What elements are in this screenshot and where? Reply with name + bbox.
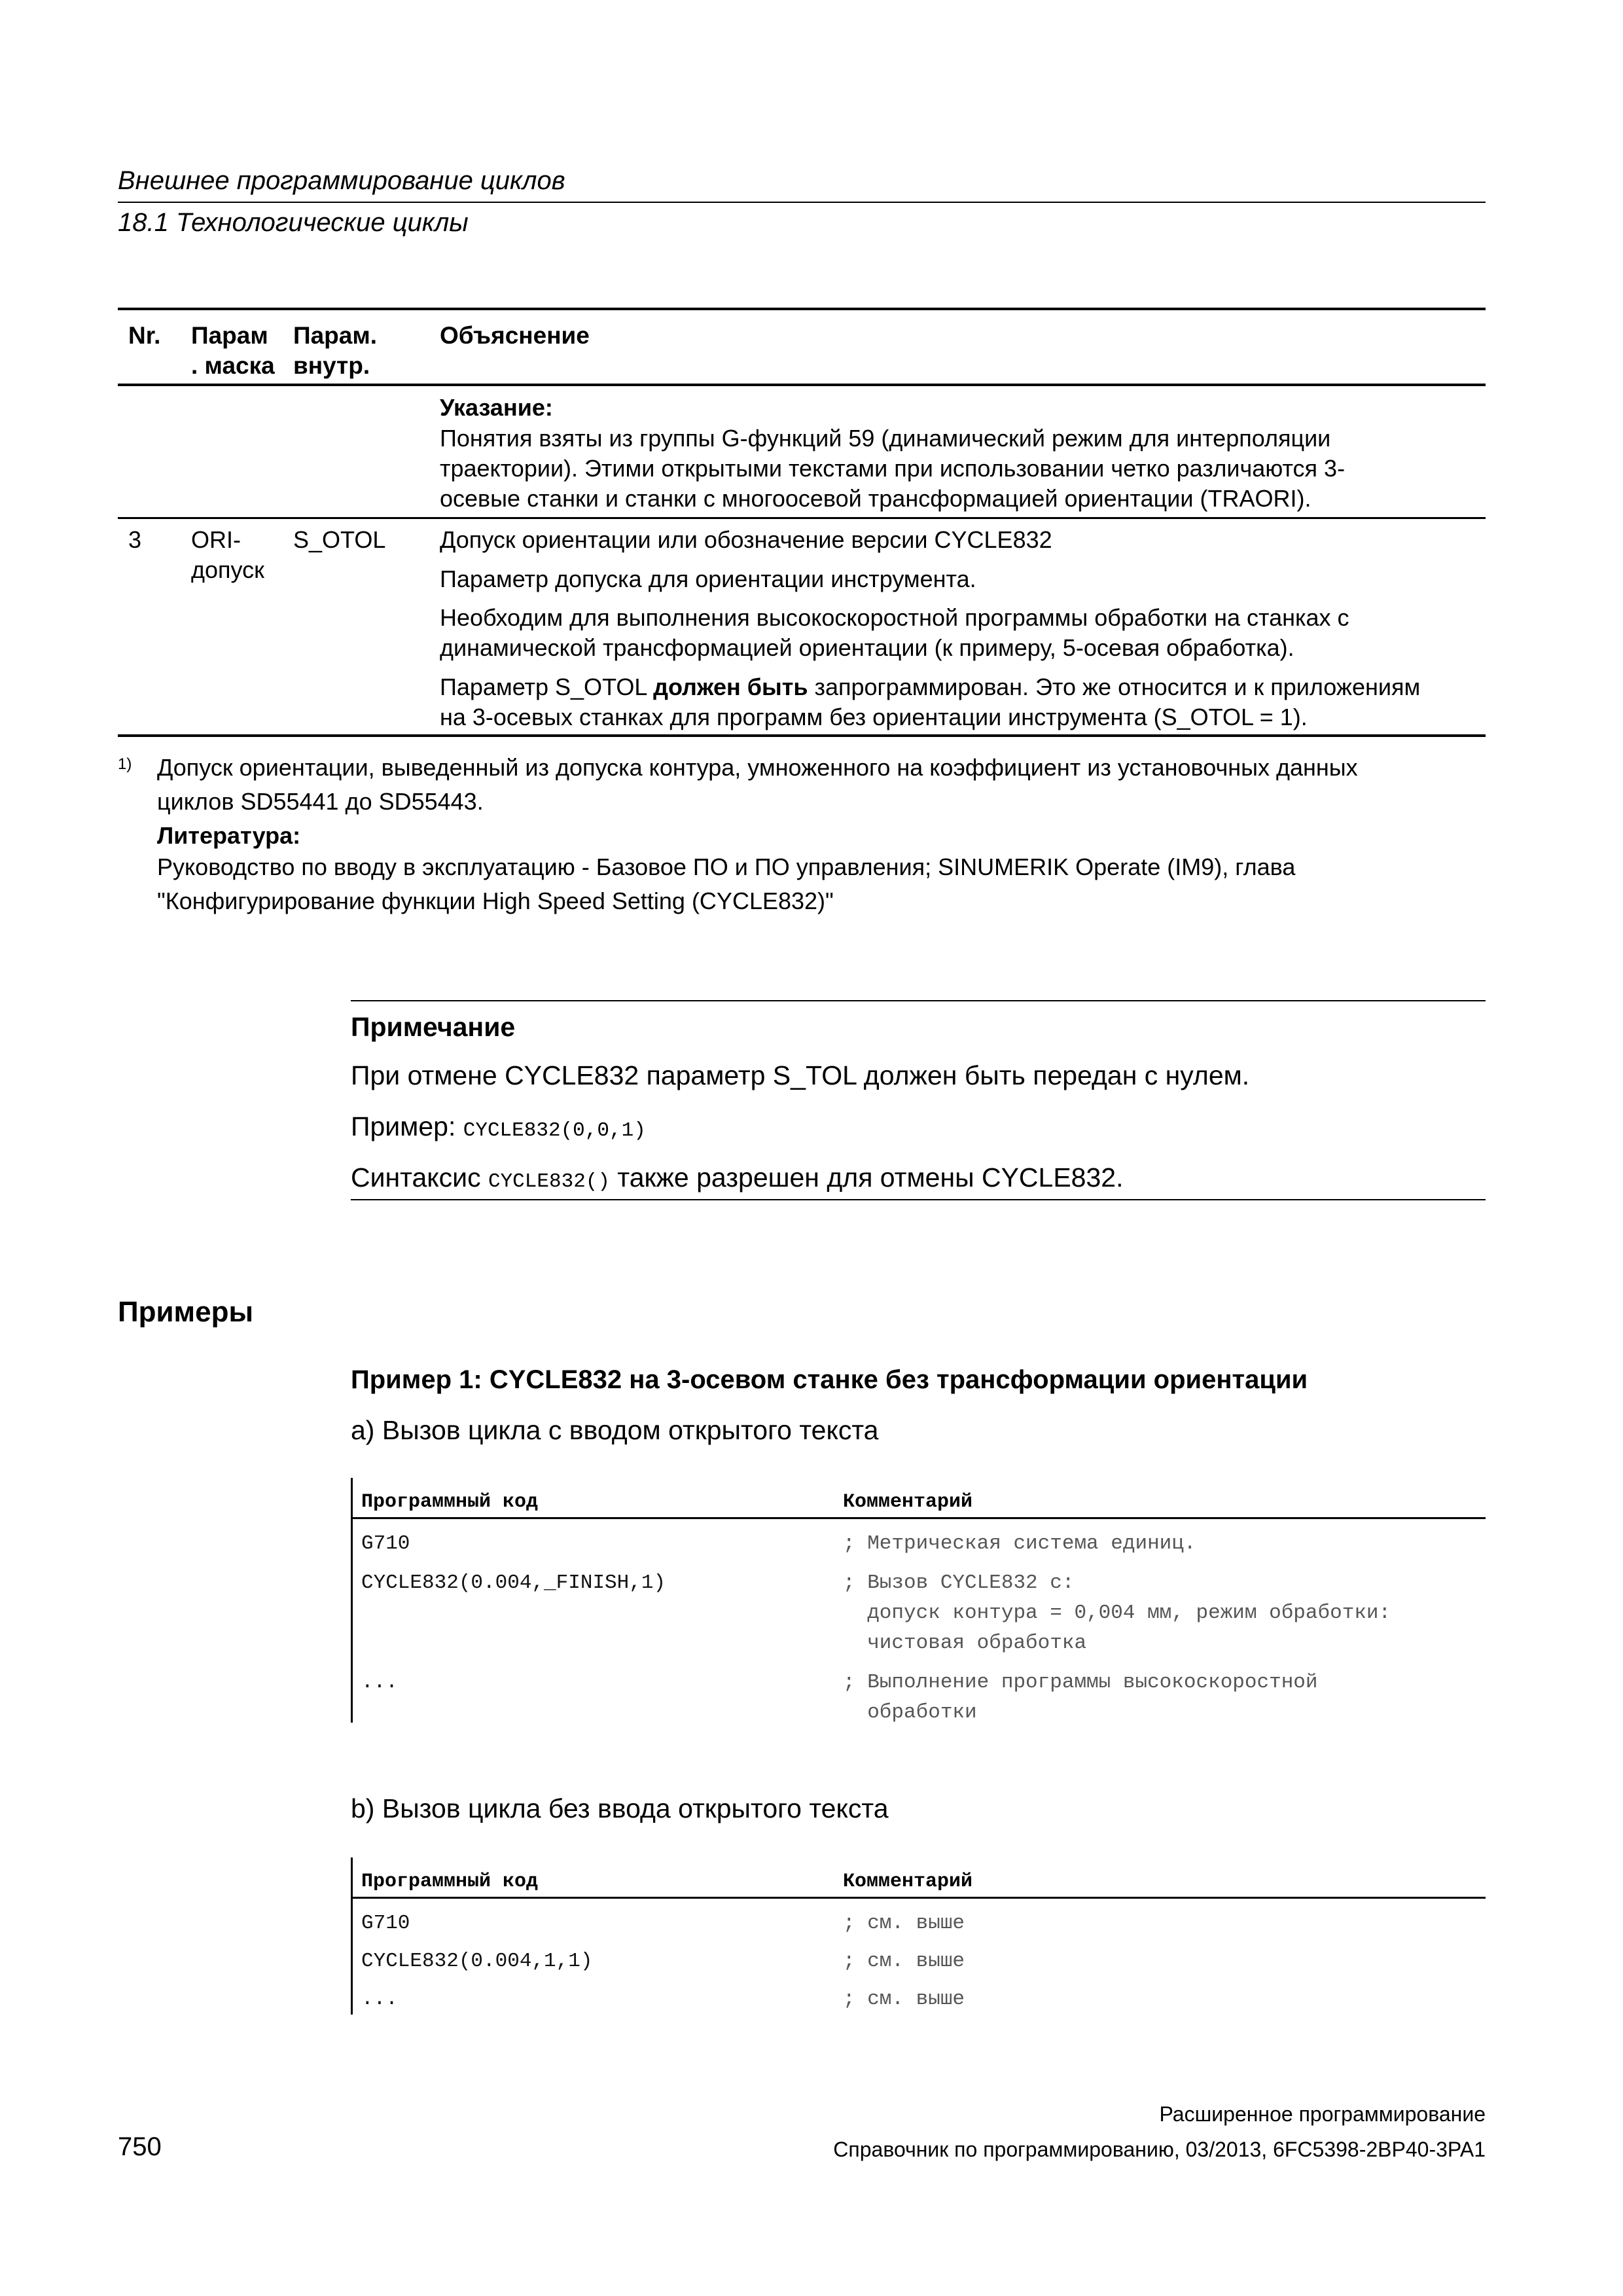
- note-line-2: траектории). Этими открытыми текстами при использовании четко различаются 3-: [440, 455, 1346, 482]
- table-head-rule: [118, 384, 1486, 386]
- row-intern: S_OTOL: [293, 526, 386, 553]
- row-nr: 3: [128, 526, 142, 553]
- row-mask: ORI-: [191, 526, 241, 553]
- col-header-nr: Nr.: [128, 322, 161, 349]
- literature-line-2: "Конфигурирование функции High Speed Setting (CYCLE832)": [157, 888, 834, 914]
- code-comment: допуск контура = 0,004 мм, режим обработки:: [843, 1602, 1391, 1624]
- code-line: G710: [361, 1912, 410, 1935]
- code-comment: чистовая обработка: [843, 1632, 1087, 1655]
- literature-line-1: Руководство по вводу в эксплуатацию - Базовое ПО и ПО управления; SINUMERIK Operate (IM9), глава: [157, 853, 1296, 880]
- code-table-b-left-rule: [351, 1857, 353, 2015]
- code-line: G710: [361, 1532, 410, 1555]
- code-comment: ; Выполнение программы высокоскоростной: [843, 1671, 1318, 1694]
- code-table-a-col-code: Программный код: [361, 1491, 539, 1513]
- footnote-line-2: циклов SD55441 до SD55443.: [157, 788, 484, 815]
- row-explanation-3b: динамической трансформацией ориентации (к примеру, 5-осевая обработка).: [440, 634, 1294, 661]
- row-explanation-2: Параметр допуска для ориентации инструмента.: [440, 565, 976, 592]
- page-number: 750: [118, 2132, 162, 2161]
- row-explanation-1: Допуск ориентации или обозначение версии CYCLE832: [440, 526, 1052, 553]
- table-top-rule: [118, 308, 1486, 310]
- code-comment: ; см. выше: [843, 1950, 965, 1973]
- col-header-mask-2: . маска: [191, 352, 275, 379]
- literature-label: Литература:: [157, 822, 301, 849]
- code-table-b-head-rule: [351, 1897, 1486, 1899]
- note-box-bottom-rule: [351, 1199, 1486, 1200]
- code-table-a-col-comment: Комментарий: [843, 1491, 973, 1513]
- chapter-title: Внешнее программирование циклов: [118, 166, 565, 195]
- code-table-b-col-comment: Комментарий: [843, 1871, 973, 1893]
- code-line: ...: [361, 1671, 398, 1694]
- example-b-label: b) Вызов цикла без ввода открытого текста: [351, 1793, 889, 1823]
- code-line: ...: [361, 1988, 398, 2011]
- note-line-3: осевые станки и станки с многоосевой трансформацией ориентации (TRAORI).: [440, 485, 1311, 512]
- section-title: 18.1 Технологические циклы: [118, 208, 469, 237]
- code-line: CYCLE832(0.004,1,1): [361, 1950, 593, 1973]
- example-a-label: a) Вызов цикла с вводом открытого текста: [351, 1415, 879, 1445]
- note-line-1: Понятия взяты из группы G-функций 59 (динамический режим для интерполяции: [440, 425, 1331, 452]
- examples-heading: Примеры: [118, 1296, 254, 1328]
- note-box-line-1: При отмене CYCLE832 параметр S_TOL должен быть передан с нулем.: [351, 1060, 1250, 1090]
- code-comment: обработки: [843, 1701, 977, 1724]
- note-box-line-3: Синтаксис CYCLE832() также разрешен для отмены CYCLE832.: [351, 1162, 1124, 1193]
- code-table-b-col-code: Программный код: [361, 1871, 539, 1893]
- footer-book-title: Расширенное программирование: [1159, 2102, 1486, 2126]
- row-explanation-3a: Необходим для выполнения высокоскоростной программы обработки на станках с: [440, 604, 1349, 631]
- col-header-explanation: Объяснение: [440, 322, 590, 349]
- code-comment: ; см. выше: [843, 1988, 965, 2011]
- code-table-a-head-rule: [351, 1517, 1486, 1519]
- col-header-mask: Парам: [191, 322, 268, 349]
- row-mask-2: допуск: [191, 556, 264, 583]
- example-1-title: Пример 1: CYCLE832 на 3-осевом станке без трансформации ориентации: [351, 1365, 1308, 1394]
- code-line: CYCLE832(0.004,_FINISH,1): [361, 1571, 666, 1594]
- footnote-line-1: Допуск ориентации, выведенный из допуска контура, умноженного на коэффициент из установочных данных: [157, 754, 1358, 781]
- table-bottom-rule: [118, 734, 1486, 737]
- row-explanation-4b: на 3-осевых станках для программ без ориентации инструмента (S_OTOL = 1).: [440, 704, 1308, 730]
- code-comment: ; см. выше: [843, 1912, 965, 1935]
- footer-book-ref: Справочник по программированию, 03/2013, 6FC5398-2BP40-3PA1: [833, 2138, 1486, 2161]
- note-box-line-2: Пример: CYCLE832(0,0,1): [351, 1111, 646, 1142]
- footnote-marker: 1): [118, 755, 132, 773]
- row-explanation-4a: Параметр S_OTOL должен быть запрограммирован. Это же относится и к приложениям: [440, 673, 1421, 700]
- header-rule: [118, 202, 1486, 203]
- row-rule: [118, 517, 1486, 519]
- note-box-top-rule: [351, 1000, 1486, 1001]
- code-comment: ; Метрическая система единиц.: [843, 1532, 1196, 1555]
- code-comment: ; Вызов CYCLE832 с:: [843, 1571, 1075, 1594]
- code-table-a-left-rule: [351, 1478, 353, 1723]
- note-box-title: Примечание: [351, 1012, 516, 1042]
- col-header-intern: Парам.: [293, 322, 378, 349]
- col-header-intern-2: внутр.: [293, 352, 370, 379]
- note-label: Указание:: [440, 394, 553, 421]
